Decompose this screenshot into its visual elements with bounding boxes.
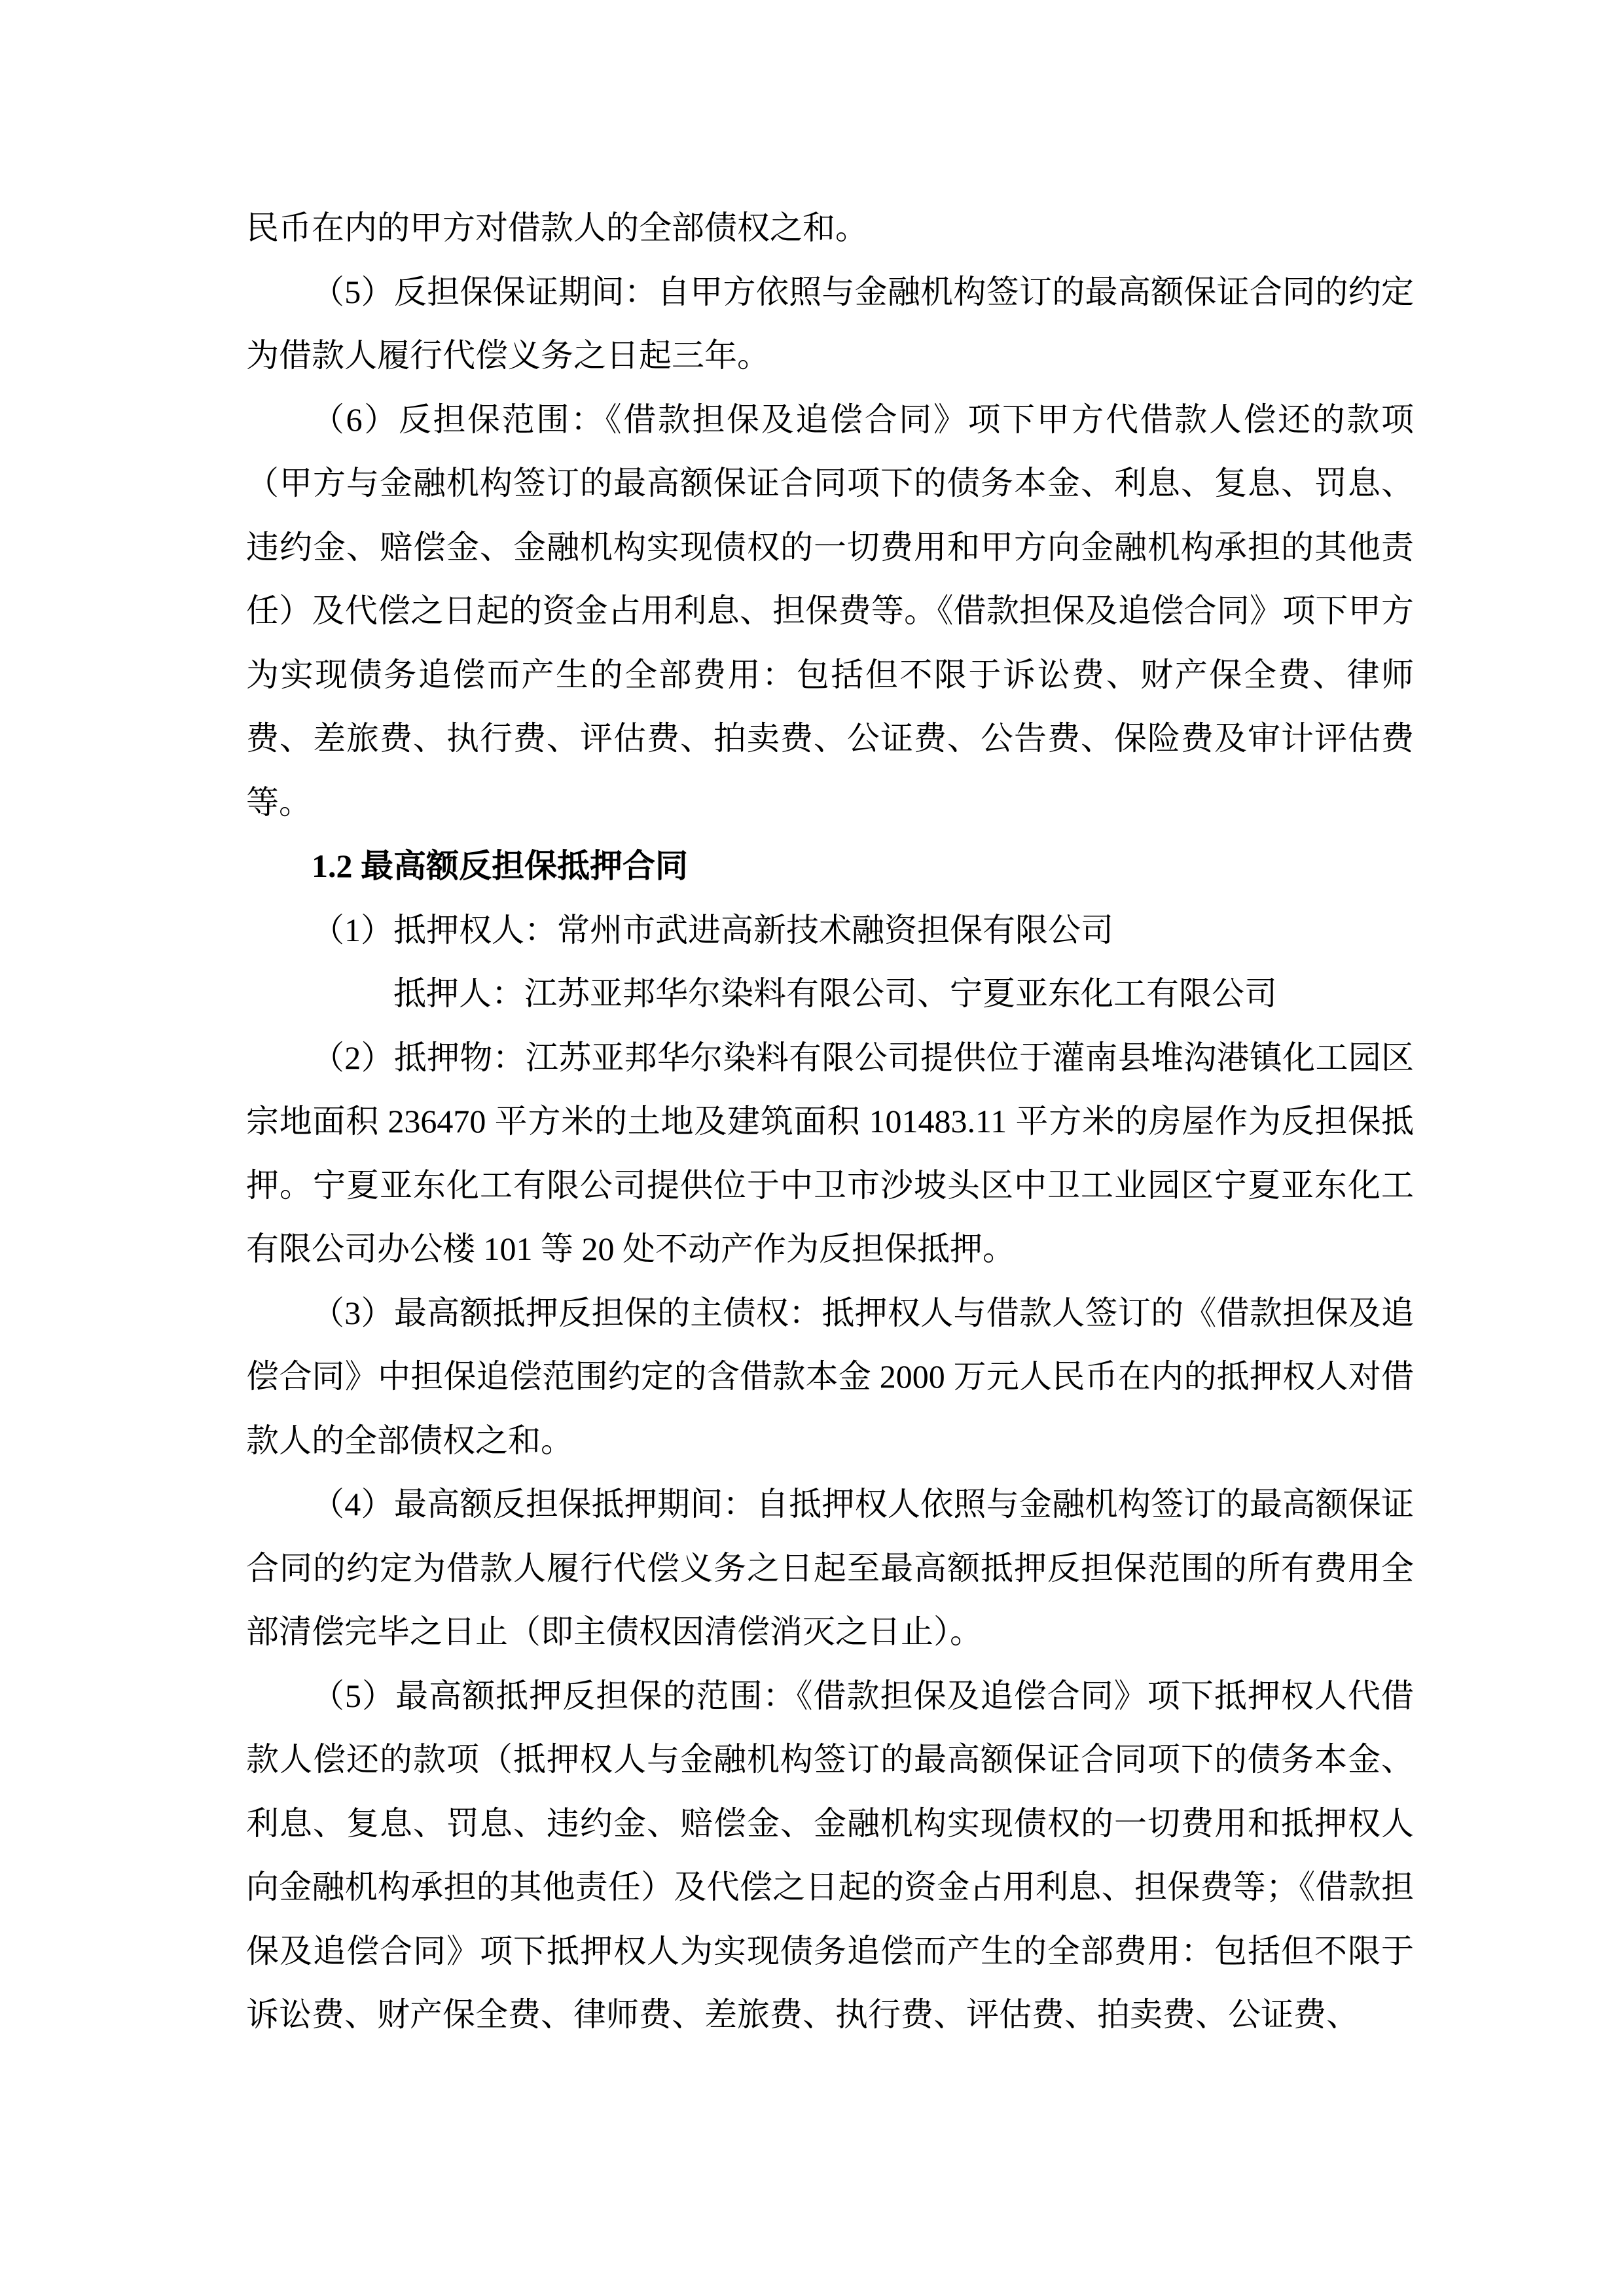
para-continued-total-claims: 民币在内的甲方对借款人的全部债权之和。 xyxy=(246,209,868,246)
para-item2-collateral: （2）抵押物：江苏亚邦华尔染料有限公司提供位于灌南县堆沟港镇化工园区宗地面积 236470 平方米的土地及建筑面积 101483.11 平方米的房屋作为反担保抵押。宁夏亚东化工有限公司提供位于中卫市沙坡头区中卫工业园区宁夏亚东化工有限公司办公楼 101 等 20 处不动产作为反担保抵押。 xyxy=(246,1039,1414,1267)
para-item5-mortgage-scope: （5）最高额抵押反担保的范围：《借款担保及追偿合同》项下抵押权人代借款人偿还的款项（抵押权人与金融机构签订的最高额保证合同项下的债务本金、利息、复息、罚息、违约金、赔偿金、金融机构实现债权的一切费用和抵押权人向金融机构承担的其他责任）及代偿之日起的资金占用利息、担保费等；《借款担保及追偿合同》项下抵押权人为实现债务追偿而产生的全部费用：包括但不限于诉讼费、财产保全费、律师费、差旅费、执行费、评估费、拍卖费、公证费、 xyxy=(246,1677,1414,2033)
para-mortgagors: 抵押人：江苏亚邦华尔染料有限公司、宁夏亚东化工有限公司 xyxy=(393,975,1277,1012)
para-item4-mortgage-period: （4）最高额反担保抵押期间：自抵押权人依照与金融机构签订的最高额保证合同的约定为借款人履行代偿义务之日起至最高额抵押反担保范围的所有费用全部清偿完毕之日止（即主债权因清偿消灭之日止）。 xyxy=(246,1486,1414,1650)
para-item1-mortgagee: （1）抵押权人：常州市武进高新技术融资担保有限公司 xyxy=(312,911,1113,948)
section-heading-1-2-max-counter-guarantee-mortgage-contract: 1.2 最高额反担保抵押合同 xyxy=(312,848,688,884)
para-item5-counter-guarantee-period: （5）反担保保证期间：自甲方依照与金融机构签订的最高额保证合同的约定为借款人履行代偿义务之日起三年。 xyxy=(246,273,1414,374)
para-item6-counter-guarantee-scope: （6）反担保范围：《借款担保及追偿合同》项下甲方代借款人偿还的款项（甲方与金融机构签订的最高额保证合同项下的债务本金、利息、复息、罚息、违约金、赔偿金、金融机构实现债权的一切费用和甲方向金融机构承担的其他责任）及代偿之日起的资金占用利息、担保费等。《借款担保及追偿合同》项下甲方为实现债务追偿而产生的全部费用：包括但不限于诉讼费、财产保全费、律师费、差旅费、执行费、评估费、拍卖费、公证费、公告费、保险费及审计评估费等。 xyxy=(246,401,1414,821)
para-item3-principal-claim: （3）最高额抵押反担保的主债权：抵押权人与借款人签订的《借款担保及追偿合同》中担保追偿范围约定的含借款本金 2000 万元人民币在内的抵押权人对借款人的全部债权之和。 xyxy=(246,1294,1414,1459)
document-content xyxy=(246,196,1414,2047)
